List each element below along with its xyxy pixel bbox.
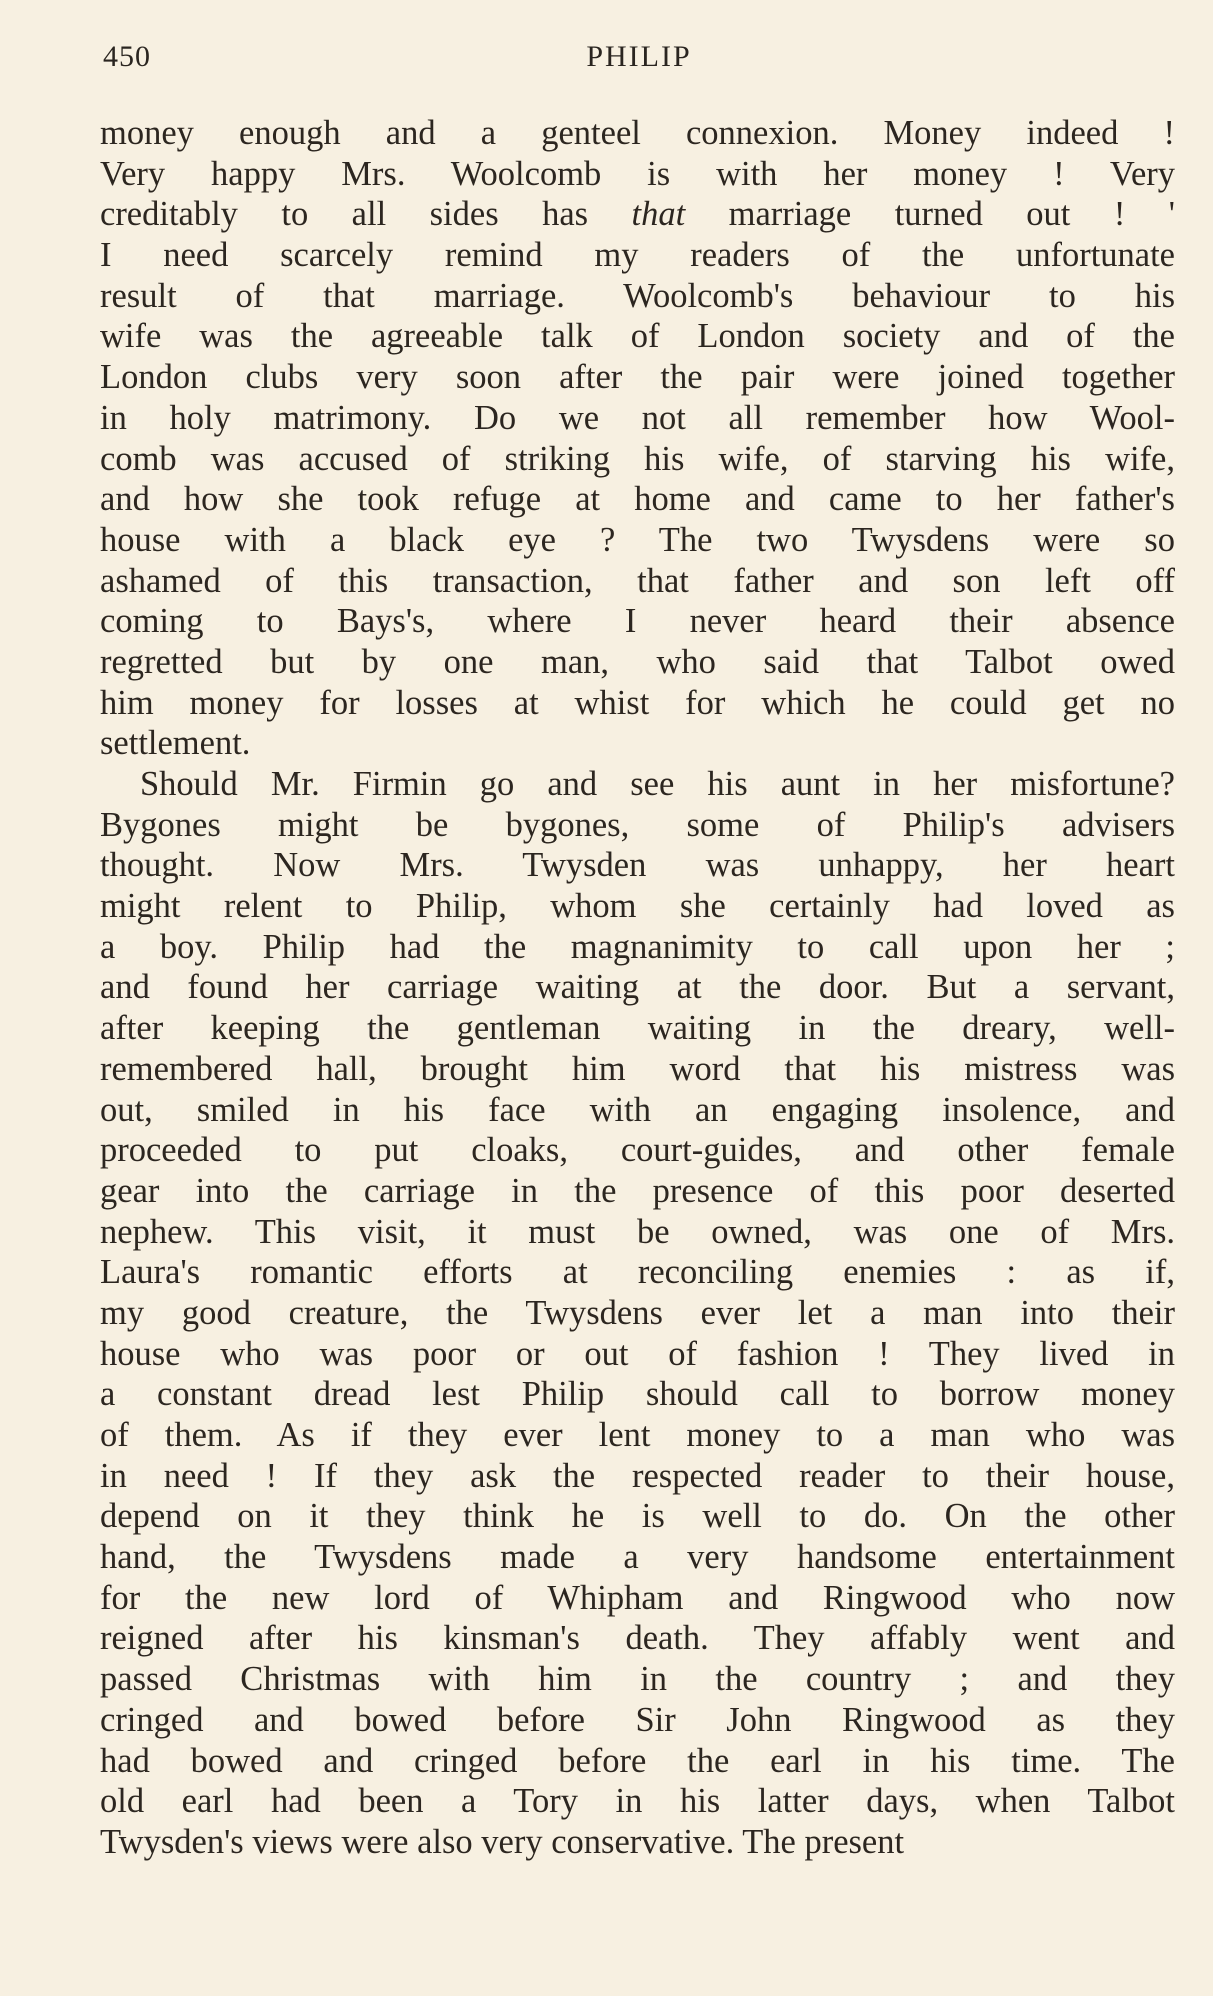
text-line: proceeded to put cloaks, court-guides, and other female (100, 1131, 1175, 1170)
page-header (103, 40, 1175, 80)
text-line: thought. Now Mrs. Twysden was unhappy, her heart (100, 846, 1175, 885)
body-text (100, 113, 1175, 1863)
text-line: reigned after his kinsman's death. They affably went and (100, 1619, 1175, 1658)
text-line: house who was poor or out of fashion ! They lived in (100, 1334, 1175, 1373)
text-line: Bygones might be bygones, some of Philip's advisers (100, 805, 1175, 844)
text-line: after keeping the gentleman waiting in the dreary, well- (100, 1009, 1175, 1048)
text-line: wife was the agreeable talk of London society and of the (100, 317, 1175, 356)
text-line: might relent to Philip, whom she certainly had loved as (100, 887, 1175, 926)
paragraph (100, 113, 1175, 764)
text-line: hand, the Twysdens made a very handsome entertainment (100, 1538, 1175, 1577)
text-line: house with a black eye ? The two Twysdens were so (100, 520, 1175, 559)
text-line: of them. As if they ever lent money to a man who was (100, 1416, 1175, 1454)
paragraph (100, 764, 1175, 1863)
text-line: in need ! If they ask the respected reader to their house, (100, 1456, 1175, 1495)
text-line: comb was accused of striking his wife, of starving his wife, (100, 439, 1175, 478)
page-number: 450 (103, 40, 151, 73)
text-line: old earl had been a Tory in his latter days, when Talbot (100, 1782, 1175, 1821)
text-line: him money for losses at whist for which he could get no (100, 683, 1175, 722)
text-line: Twysden's views were also very conservative. The present (100, 1822, 905, 1861)
text-line: passed Christmas with him in the country ; and they (100, 1660, 1175, 1699)
text-line: regretted but by one man, who said that Talbot owed (100, 642, 1175, 681)
text-line: gear into the carriage in the presence of this poor deserted (100, 1171, 1175, 1210)
text-line: Very happy Mrs. Woolcomb is with her money ! Very (100, 154, 1175, 193)
text-line: settlement. (100, 724, 251, 763)
text-line: ashamed of this transaction, that father and son left off (100, 561, 1175, 600)
text-line: and found her carriage waiting at the door. But a servant, (100, 968, 1175, 1007)
text-line: money enough and a genteel connexion. Money indeed ! (100, 114, 1175, 152)
text-line: Should Mr. Firmin go and see his aunt in her misfortune? (140, 765, 1175, 803)
text-line: London clubs very soon after the pair were joined together (100, 358, 1175, 397)
text-line: and how she took refuge at home and came to her father's (100, 480, 1175, 519)
text-line: had bowed and cringed before the earl in his time. The (100, 1741, 1175, 1780)
text-line: my good creature, the Twysdens ever let a man into their (100, 1293, 1175, 1332)
text-line: nephew. This visit, it must be owned, was one of Mrs. (100, 1212, 1175, 1251)
text-line: result of that marriage. Woolcomb's behaviour to his (100, 276, 1175, 315)
text-line: for the new lord of Whipham and Ringwood who now (100, 1578, 1175, 1617)
text-line: Laura's romantic efforts at reconciling enemies : as if, (100, 1253, 1175, 1292)
text-line: remembered hall, brought him word that his mistress was (100, 1049, 1175, 1088)
text-line: coming to Bays's, where I never heard their absence (100, 602, 1175, 641)
text-line: depend on it they think he is well to do. On the other (100, 1497, 1175, 1536)
text-line: in holy matrimony. Do we not all remember how Wool- (100, 398, 1175, 437)
text-line: creditably to all sides has that marriage turned out ! ' (100, 195, 1175, 234)
text-line: a constant dread lest Philip should call to borrow money (100, 1375, 1175, 1414)
text-line: cringed and bowed before Sir John Ringwood as they (100, 1700, 1175, 1739)
text-line: out, smiled in his face with an engaging insolence, and (100, 1090, 1175, 1129)
text-line: I need scarcely remind my readers of the unfortunate (100, 236, 1175, 275)
text-line: a boy. Philip had the magnanimity to call upon her ; (100, 927, 1175, 966)
running-title: PHILIP (586, 40, 692, 73)
italic-word: that (631, 195, 686, 234)
